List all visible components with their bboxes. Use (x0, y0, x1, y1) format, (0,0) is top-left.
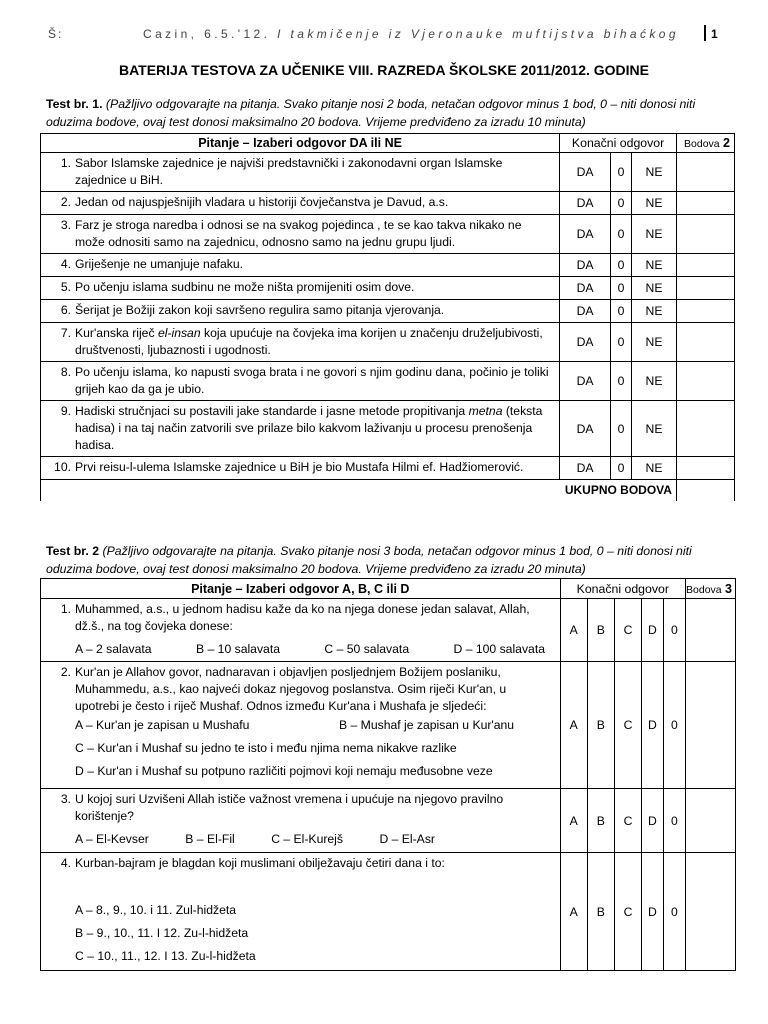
header-left: Š: (48, 27, 64, 41)
answer-cell-zero[interactable]: 0 (663, 853, 685, 971)
answer-cell-ne[interactable]: NE (632, 362, 677, 401)
header-event: I takmičenje iz Vjeronauke muftijstva bihaćkog (277, 27, 679, 41)
points-cell[interactable] (686, 662, 736, 789)
question-text: U kojoj suri Uzvišeni Allah ističe važnost vremena i upućuje na njegovo pravilno korištenje? (75, 792, 504, 823)
test1-question-row (41, 457, 735, 480)
answer-cell-da[interactable]: DA (560, 153, 611, 192)
test1-question (41, 277, 560, 300)
question-text-emphasis: metna (468, 404, 503, 418)
question-number: 2. (60, 195, 71, 209)
test2-intro (46, 542, 736, 578)
question-text-emphasis: el-insan (157, 326, 201, 340)
test1-col-points (676, 134, 734, 153)
answer-cell-zero[interactable]: 0 (611, 362, 632, 401)
test2-question (41, 662, 561, 789)
test1-question (41, 323, 560, 362)
option-b: B – 9., 10., 11. I 12. Zu-l-hidžeta (75, 926, 249, 940)
answer-cell-d[interactable]: D (642, 789, 663, 853)
option-a: A – Kur'an je zapisan u Mushafu (75, 718, 250, 732)
question-text (75, 364, 551, 398)
test2-col-answer: Konačni odgovor (560, 579, 685, 599)
answer-options (75, 831, 435, 848)
option-a: A – 8., 9., 10. i 11. Zul-hidžeta (75, 903, 237, 917)
question-number: 3. (60, 792, 71, 806)
question-number: 5. (60, 280, 71, 294)
question-text (75, 302, 551, 319)
test1-question-row (41, 254, 735, 277)
answer-cell-c[interactable]: C (614, 789, 641, 853)
question-text (75, 256, 551, 273)
points-cell[interactable] (676, 300, 734, 323)
answer-cell-da[interactable]: DA (560, 300, 611, 323)
points-cell[interactable] (686, 599, 736, 662)
answer-cell-a[interactable]: A (560, 853, 587, 971)
points-cell[interactable] (676, 457, 734, 480)
question-text-part: Jedan od najuspješnijih vladara u historiji čovječanstva je Davud, a.s. (75, 195, 449, 209)
option-c: C – El-Kurejš (271, 832, 343, 846)
test1-intro (46, 95, 736, 131)
test2-col-points (686, 579, 736, 599)
question-number: 6. (60, 303, 71, 317)
question-text: Muhammed, a.s., u jednom hadisu kaže da ko na njega donese jedan salavat, Allah, dž.š., na tog čovjeka donese: (75, 602, 530, 633)
test2-question-row (41, 662, 736, 789)
question-text-part: Po učenju islama, ko napusti svoga brata i ne govori s njim godinu dana, počinio je toliki grijeh kao da ga je ubio. (75, 365, 549, 396)
answer-cell-ne[interactable]: NE (632, 192, 677, 215)
answer-cell-da[interactable]: DA (560, 277, 611, 300)
question-number: 8. (60, 365, 71, 379)
question-number: 7. (60, 326, 71, 340)
answer-cell-zero[interactable]: 0 (611, 323, 632, 362)
test2-question-row (41, 853, 736, 971)
answer-cell-zero[interactable]: 0 (611, 457, 632, 480)
answer-cell-b[interactable]: B (587, 853, 614, 971)
test1-question (41, 300, 560, 323)
test1-question (41, 192, 560, 215)
answer-options-ab (75, 717, 556, 734)
question-text-part: Griješenje ne umanjuje nafaku. (75, 257, 244, 271)
question-number: 1. (60, 602, 71, 616)
answer-cell-d[interactable]: D (642, 853, 663, 971)
question-text (75, 194, 551, 211)
total-points-cell[interactable] (676, 480, 734, 501)
question-text: Kur'an je Allahov govor, nadnaravan i objavljen posljednjem Božijem poslaniku, Muhammedu, a.s., kao najveći dokaz njegovog poslanstva. Osim riječi Kur'an, u upotrebi je često i riječ Mushaf. Odnos između Kur'ana i Mushafa je sljedeći: (75, 665, 507, 713)
answer-cell-da[interactable]: DA (560, 323, 611, 362)
answer-cell-b[interactable]: B (587, 662, 614, 789)
test2-instructions: (Pažljivo odgovarajte na pitanja. Svako pitanje nosi 3 boda, netačan odgovor minus 1 bod, 0 – niti donosi niti oduzima bodove, ovaj test donosi maksimalno 20 bodova. Vrijeme predviđeno za izradu 20 minuta) (46, 544, 692, 576)
test2-label: Test br. 2 (46, 544, 100, 558)
test1-question (41, 153, 560, 192)
question-text (75, 403, 551, 454)
test1-question-row (41, 300, 735, 323)
page-number: 1 (711, 27, 718, 41)
answer-cell-ne[interactable]: NE (632, 277, 677, 300)
answer-cell-ne[interactable]: NE (632, 153, 677, 192)
points-cell[interactable] (676, 277, 734, 300)
test1-points-num: 2 (723, 136, 730, 150)
answer-cell-d[interactable]: D (642, 662, 663, 789)
option-a: A – 2 salavata (75, 642, 152, 656)
answer-cell-a[interactable]: A (560, 599, 587, 662)
answer-cell-c[interactable]: C (614, 599, 641, 662)
test2-question-row (41, 789, 736, 853)
answer-cell-da[interactable]: DA (560, 254, 611, 277)
test1-question (41, 457, 560, 480)
answer-cell-zero[interactable]: 0 (663, 599, 685, 662)
test1-table (40, 133, 735, 501)
question-text-part: Hadiski stručnjaci su postavili jake standarde i jasne metode propitivanja (75, 404, 469, 418)
test2-question (41, 599, 561, 662)
test1-question-row (41, 215, 735, 254)
answer-cell-c[interactable]: C (614, 662, 641, 789)
question-number: 4. (60, 856, 71, 870)
header-place-date: Cazin, 6.5.'12. (143, 27, 278, 41)
answer-cell-ne[interactable]: NE (632, 323, 677, 362)
test1-question (41, 254, 560, 277)
answer-cell-ne[interactable]: NE (632, 401, 677, 457)
test1-col-question: Pitanje – Izaberi odgovor DA ili NE (41, 134, 560, 153)
answer-cell-d[interactable]: D (642, 599, 663, 662)
answer-cell-da[interactable]: DA (560, 215, 611, 254)
answer-cell-zero[interactable]: 0 (611, 254, 632, 277)
answer-cell-zero[interactable]: 0 (611, 300, 632, 323)
answer-cell-ne[interactable]: NE (632, 254, 677, 277)
question-text-part: Prvi reisu-l-ulema Islamske zajednice u BiH je bio Mustafa Hilmi ef. Hadžiomerović. (75, 460, 524, 474)
header-divider (704, 25, 706, 41)
option-c: C – Kur'an i Mushaf su jedno te isto i među njima nema nikakve razlike (75, 741, 457, 755)
test1-question-row (41, 153, 735, 192)
points-cell[interactable] (676, 192, 734, 215)
points-cell[interactable] (676, 215, 734, 254)
points-cell[interactable] (676, 362, 734, 401)
answer-cell-zero[interactable]: 0 (611, 153, 632, 192)
test1-question-row (41, 277, 735, 300)
total-label: UKUPNO BODOVA (41, 480, 677, 501)
question-text: Kurban-bajram je blagdan koji muslimani obilježavaju četiri dana i to: (75, 856, 445, 870)
question-text-part: Kur'anska riječ (75, 326, 158, 340)
test2-table (40, 578, 736, 971)
points-cell[interactable] (676, 323, 734, 362)
option-d: D – 100 salavata (453, 642, 545, 656)
question-text-part: (teksta hadisa) i na taj način zatvorili sve prilaze bilo kakvom laživanju u procesu prenošenja hadisa. (75, 404, 543, 452)
question-number: 1. (60, 156, 71, 170)
question-number: 4. (60, 257, 71, 271)
answer-cell-zero[interactable]: 0 (663, 662, 685, 789)
test1-label: Test br. 1. (46, 97, 103, 111)
question-text-part: koja upućuje na čovjeka ima korijen u značenju druželjubivosti, društvenosti, ljubaznosti i ugodnosti. (75, 326, 543, 357)
answer-cell-zero[interactable]: 0 (611, 401, 632, 457)
question-text (75, 459, 551, 476)
answer-options (75, 641, 545, 658)
answer-cell-zero[interactable]: 0 (611, 277, 632, 300)
question-text-part: Po učenju islama sudbinu ne može ništa promijeniti osim dove. (75, 280, 415, 294)
option-d: D – El-Asr (379, 832, 435, 846)
question-text (75, 155, 551, 189)
test2-question (41, 789, 561, 853)
question-number: 2. (60, 665, 71, 679)
document-title: BATERIJA TESTOVA ZA UČENIKE VIII. RAZREDA ŠKOLSKE 2011/2012. GODINE (118, 62, 650, 78)
option-b: B – 10 salavata (195, 642, 280, 656)
points-cell[interactable] (686, 853, 736, 971)
test1-question-row (41, 192, 735, 215)
test2-question-row (41, 599, 736, 662)
question-text (75, 217, 551, 251)
header-center (143, 27, 679, 41)
test2-points-label: Bodova (686, 583, 722, 596)
test1-question (41, 215, 560, 254)
answer-cell-zero[interactable]: 0 (663, 789, 685, 853)
option-b: B – Mushaf je zapisan u Kur'anu (339, 718, 515, 732)
test2-col-question: Pitanje – Izaberi odgovor A, B, C ili D (41, 579, 561, 599)
test1-question-row (41, 323, 735, 362)
points-cell[interactable] (676, 401, 734, 457)
question-text (75, 325, 551, 359)
answer-cell-a[interactable]: A (560, 789, 587, 853)
option-c: C – 10., 11., 12. I 13. Zu-l-hidžeta (75, 949, 256, 963)
answer-cell-zero[interactable]: 0 (611, 192, 632, 215)
answer-cell-a[interactable]: A (560, 662, 587, 789)
answer-cell-da[interactable]: DA (560, 457, 611, 480)
answer-cell-ne[interactable]: NE (632, 300, 677, 323)
points-cell[interactable] (686, 789, 736, 853)
test1-question-row (41, 362, 735, 401)
option-c: C – 50 salavata (324, 642, 410, 656)
test1-question (41, 401, 560, 457)
question-text-part: Sabor Islamske zajednice je najviši predstavnički i zakonodavni organ Islamske zajednice u BiH. (75, 156, 503, 187)
test1-question-row (41, 401, 735, 457)
test1-question (41, 362, 560, 401)
question-text (75, 279, 551, 296)
answer-cell-ne[interactable]: NE (632, 215, 677, 254)
test1-points-label: Bodova (684, 138, 720, 150)
option-d: D – Kur'an i Mushaf su potpuno različiti pojmovi koji nemaju međusobne veze (75, 764, 493, 778)
test1-total-row (41, 480, 735, 501)
points-cell[interactable] (676, 254, 734, 277)
answer-cell-b[interactable]: B (587, 599, 614, 662)
question-number: 3. (60, 218, 71, 232)
question-number: 10. (54, 460, 71, 474)
answer-cell-da[interactable]: DA (560, 192, 611, 215)
option-a: A – El-Kevser (75, 832, 149, 846)
question-text-part: Farz je stroga naredba i odnosi se na svakog pojedinca , te se kao takva nikako ne može odnositi samo na zajednicu, odnosno samo na jednu grupu ljudi. (75, 218, 522, 249)
answer-cell-b[interactable]: B (587, 789, 614, 853)
answer-cell-ne[interactable]: NE (632, 457, 677, 480)
test2-question (41, 853, 561, 971)
points-cell[interactable] (676, 153, 734, 192)
answer-cell-da[interactable]: DA (560, 401, 611, 457)
test1-instructions: (Pažljivo odgovarajte na pitanja. Svako pitanje nosi 2 boda, netačan odgovor minus 1 bod, 0 – niti donosi niti oduzima bodove, ovaj test donosi maksimalno 20 bodova. Vrijeme predviđeno za izradu 10 minuta) (46, 97, 696, 129)
answer-cell-c[interactable]: C (614, 853, 641, 971)
answer-cell-da[interactable]: DA (560, 362, 611, 401)
option-b: B – El-Fil (185, 832, 235, 846)
answer-cell-zero[interactable]: 0 (611, 215, 632, 254)
test2-points-num: 3 (725, 581, 732, 596)
test1-col-answer: Konačni odgovor (560, 134, 677, 153)
question-number: 9. (60, 404, 71, 418)
question-text-part: Šerijat je Božiji zakon koji savršeno regulira samo pitanja vjerovanja. (75, 303, 445, 317)
